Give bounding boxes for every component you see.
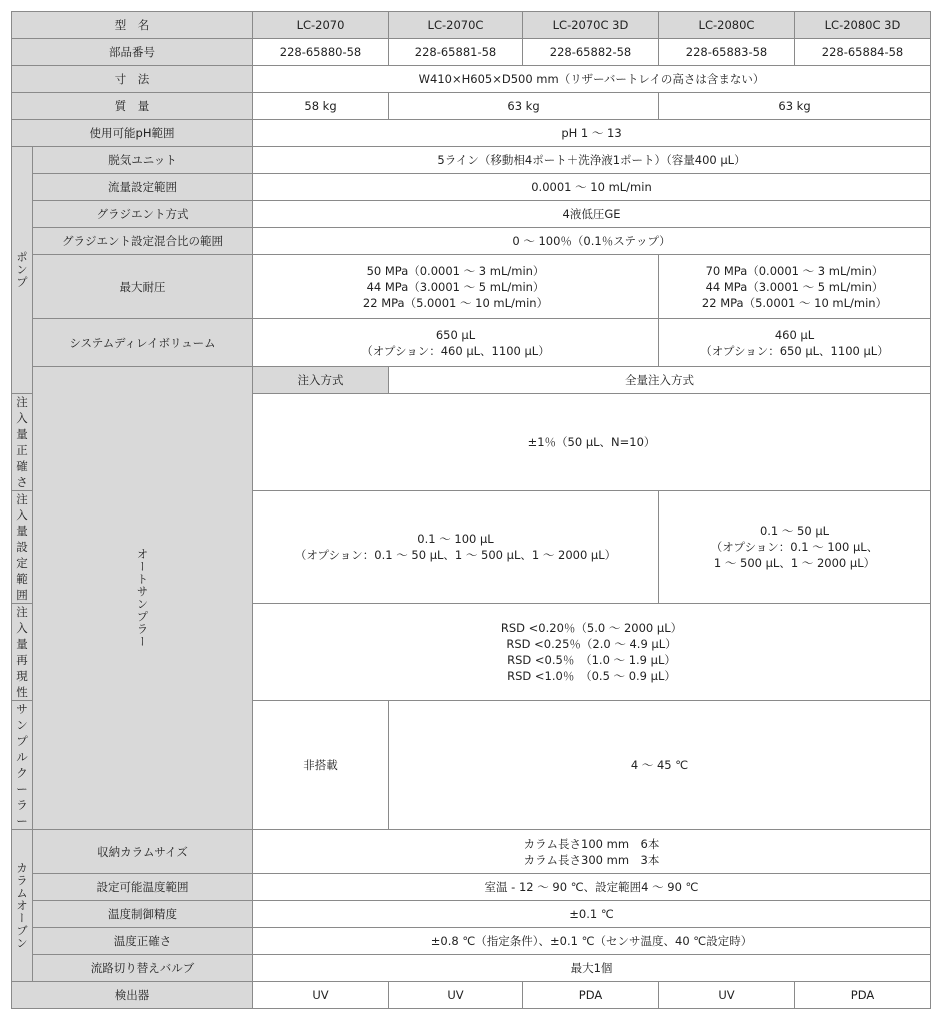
sample-cooler-others: 4 ～ 45 ℃ (389, 701, 931, 830)
model-name: LC-2070C (389, 12, 523, 39)
delay-volume-line: 650 μL (435, 327, 476, 342)
gradient-method-label: グラジエント方式 (33, 201, 253, 228)
injection-accuracy-label: 注入量正確さ (12, 394, 33, 491)
detector-label: 検出器 (12, 982, 253, 1009)
reproducibility-line: RSD <0.25％（2.0 ～ 4.9 μL） (506, 637, 677, 651)
autosampler-group-label: オートサンプラー (33, 367, 253, 830)
injection-accuracy-value: ±1％（50 μL、N=10） (253, 394, 931, 491)
flow-range-label: 流量設定範囲 (33, 174, 253, 201)
temp-range-label: 設定可能温度範囲 (33, 874, 253, 901)
column-oven-group-label: カラムオーブン (12, 830, 33, 982)
gradient-ratio-label: グラジエント設定混合比の範囲 (33, 228, 253, 255)
injection-range-lc2070 (253, 491, 659, 604)
gradient-method-row (12, 201, 931, 228)
part-number: 228-65883-58 (659, 39, 795, 66)
temp-range-value: 室温 - 12 ～ 90 ℃、設定範囲4 ～ 90 ℃ (253, 874, 931, 901)
dimensions-row (12, 66, 931, 93)
valve-label: 流路切り替えバルブ (33, 955, 253, 982)
max-pressure-line: 22 MPa（5.0001 ～ 10 mL/min） (362, 295, 549, 310)
temp-precision-row (12, 901, 931, 928)
injection-range-line: 0.1 ～ 100 μL (417, 532, 494, 546)
reproducibility-line: RSD <0.5％ （1.0 ～ 1.9 μL） (507, 653, 676, 667)
detector-value: UV (253, 982, 389, 1009)
mass-value: 63 kg (389, 93, 659, 120)
temp-precision-label: 温度制御精度 (33, 901, 253, 928)
part-number: 228-65880-58 (253, 39, 389, 66)
model-name: LC-2080C 3D (795, 12, 931, 39)
detector-row (12, 982, 931, 1009)
reproducibility-value (253, 604, 931, 701)
sample-cooler-lc2070: 非搭載 (253, 701, 389, 830)
max-pressure-line: 44 MPa（3.0001 ～ 5 mL/min） (705, 279, 884, 294)
gradient-ratio-row (12, 228, 931, 255)
injection-range-line: （オプション：0.1 ～ 100 μL、 (710, 540, 879, 554)
mass-value: 63 kg (659, 93, 931, 120)
column-size-line: カラム長さ300 mm 3本 (523, 852, 660, 867)
delay-volume-lc2080 (659, 319, 931, 367)
ph-row (12, 120, 931, 147)
gradient-method-value: 4液低圧GE (253, 201, 931, 228)
part-number-row (12, 39, 931, 66)
max-pressure-line: 44 MPa（3.0001 ～ 5 mL/min） (366, 279, 545, 294)
model-name: LC-2070C 3D (523, 12, 659, 39)
temp-range-row (12, 874, 931, 901)
injection-range-lc2080 (659, 491, 931, 604)
reproducibility-label: 注入量再現性 (12, 604, 33, 701)
max-pressure-line: 50 MPa（0.0001 ～ 3 mL/min） (366, 263, 545, 278)
temp-accuracy-label: 温度正確さ (33, 928, 253, 955)
injection-range-label: 注入量設定範囲 (12, 491, 33, 604)
model-row (12, 12, 931, 39)
detector-value: UV (659, 982, 795, 1009)
ph-value: pH 1 ～ 13 (253, 120, 931, 147)
max-pressure-label: 最大耐圧 (33, 255, 253, 319)
spec-table (11, 11, 931, 1009)
temp-precision-value: ±0.1 ℃ (253, 901, 931, 928)
column-size-label: 収納カラムサイズ (33, 830, 253, 874)
valve-value: 最大1個 (253, 955, 931, 982)
reproducibility-line: RSD <1.0％ （0.5 ～ 0.9 μL） (507, 669, 676, 683)
gradient-ratio-value: 0 ～ 100％（0.1％ステップ） (253, 228, 931, 255)
flow-range-value: 0.0001 ～ 10 mL/min (253, 174, 931, 201)
max-pressure-line: 70 MPa（0.0001 ～ 3 mL/min） (705, 263, 884, 278)
detector-value: PDA (795, 982, 931, 1009)
max-pressure-lc2070 (253, 255, 659, 319)
injection-range-line: 1 ～ 500 μL、1 ～ 2000 μL） (713, 556, 876, 570)
part-number: 228-65884-58 (795, 39, 931, 66)
model-name: LC-2070 (253, 12, 389, 39)
part-number: 228-65882-58 (523, 39, 659, 66)
model-label: 型 名 (12, 12, 253, 39)
detector-value: UV (389, 982, 523, 1009)
max-pressure-row (12, 255, 931, 319)
pump-group-label: ポンプ (12, 147, 33, 394)
part-number: 228-65881-58 (389, 39, 523, 66)
delay-volume-label: システムディレイボリューム (33, 319, 253, 367)
degasser-label: 脱気ユニット (33, 147, 253, 174)
degasser-value: 5ライン（移動相4ポート＋洗浄液1ポート）（容量400 μL） (253, 147, 931, 174)
mass-value: 58 kg (253, 93, 389, 120)
delay-volume-line: （オプション：460 μL、1100 μL） (361, 343, 550, 358)
dimensions-label: 寸 法 (12, 66, 253, 93)
injection-method-label: 注入方式 (253, 367, 389, 394)
reproducibility-line: RSD <0.20％（5.0 ～ 2000 μL） (500, 621, 683, 635)
column-size-line: カラム長さ100 mm 6本 (523, 836, 660, 851)
temp-accuracy-value: ±0.8 ℃（指定条件）、±0.1 ℃（センサ温度、40 ℃設定時） (253, 928, 931, 955)
column-size-value (253, 830, 931, 874)
max-pressure-lc2080 (659, 255, 931, 319)
part-number-label: 部品番号 (12, 39, 253, 66)
dimensions-value: W410×H605×D500 mm（リザーバートレイの高さは含まない） (253, 66, 931, 93)
degasser-row (12, 147, 931, 174)
delay-volume-lc2070 (253, 319, 659, 367)
sample-cooler-label: サンプルクーラー (12, 701, 33, 830)
delay-volume-line: 460 μL (774, 327, 815, 342)
mass-label: 質 量 (12, 93, 253, 120)
flow-range-row (12, 174, 931, 201)
model-name: LC-2080C (659, 12, 795, 39)
injection-method-row (12, 367, 931, 394)
delay-volume-row (12, 319, 931, 367)
delay-volume-line: （オプション：650 μL、1100 μL） (700, 343, 889, 358)
valve-row (12, 955, 931, 982)
mass-row (12, 93, 931, 120)
injection-range-line: 0.1 ～ 50 μL (759, 524, 830, 538)
injection-method-value: 全量注入方式 (389, 367, 931, 394)
column-size-row (12, 830, 931, 874)
temp-accuracy-row (12, 928, 931, 955)
ph-label: 使用可能pH範囲 (12, 120, 253, 147)
injection-range-line: （オプション：0.1 ～ 50 μL、1 ～ 500 μL、1 ～ 2000 μL） (294, 548, 617, 562)
max-pressure-line: 22 MPa（5.0001 ～ 10 mL/min） (701, 295, 888, 310)
detector-value: PDA (523, 982, 659, 1009)
